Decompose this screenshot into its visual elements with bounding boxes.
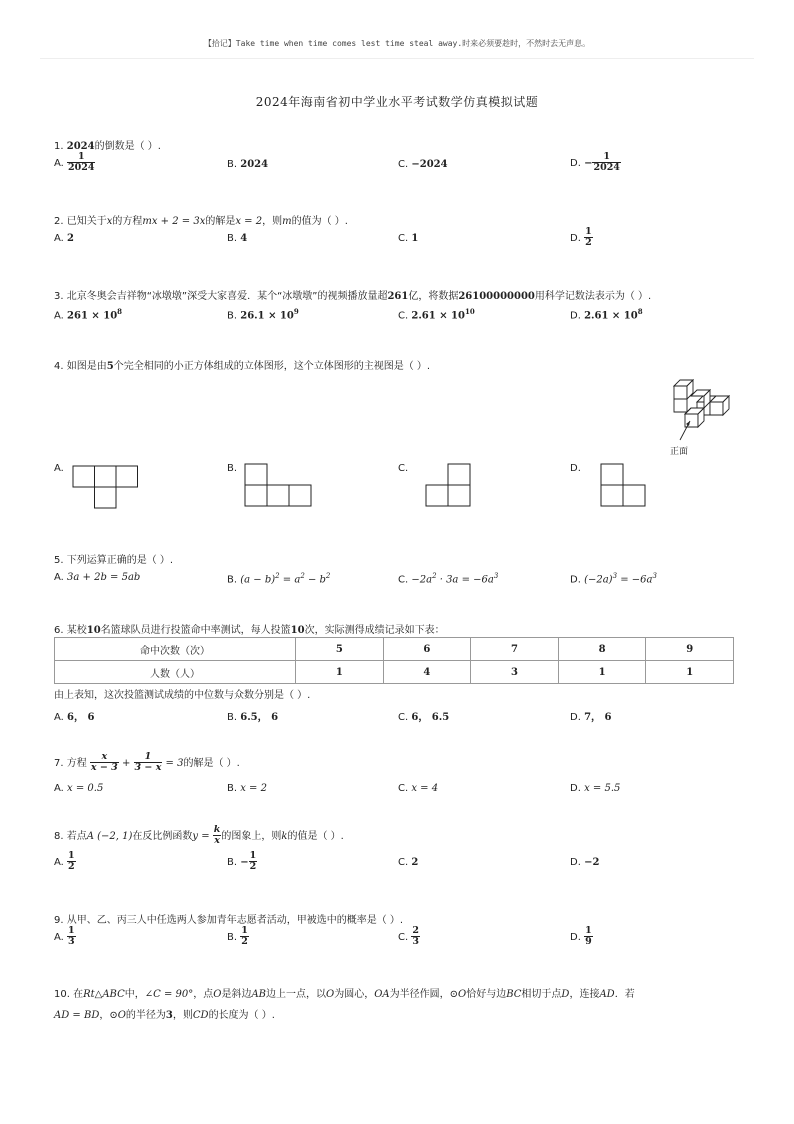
q10-text: ， (99, 1010, 110, 1021)
numerator: 1 (67, 152, 95, 163)
exponent: 3 (493, 572, 499, 580)
sign: − (240, 856, 249, 868)
q4-option-d-label[interactable]: D. (570, 463, 581, 474)
option-value: 26.1 × 10 (240, 310, 294, 322)
question-2-stem (54, 212, 348, 227)
q10-math: ⊙O (109, 1010, 126, 1021)
q3-option-a[interactable] (54, 307, 122, 321)
table-cell: 1 (296, 661, 384, 684)
exponent: 8 (117, 307, 123, 316)
denominator: 3 − x (134, 762, 162, 774)
q7-option-a[interactable] (54, 783, 103, 794)
q8-var: k (281, 830, 288, 842)
option-label: B. (227, 931, 238, 943)
numerator: k (213, 824, 221, 835)
table-cell: 4 (383, 661, 471, 684)
cube-face (674, 399, 687, 412)
option-value: 6.5， 6 (240, 712, 279, 723)
q7-option-d[interactable] (570, 783, 620, 794)
option-value: x = 5.5 (584, 783, 621, 794)
q10-math: D (561, 989, 570, 1000)
option-label: A. (54, 572, 64, 583)
square (245, 464, 267, 485)
q10-math: BC (506, 989, 522, 1000)
q10-math: ⊙O (449, 989, 467, 1000)
option-label: D. (570, 157, 581, 169)
option-label: D. (570, 857, 581, 868)
option-label: C. (398, 931, 409, 943)
numerator: 1 (592, 152, 620, 163)
q4-number: 5 (106, 361, 114, 372)
numerator: 1 (68, 850, 75, 861)
table-cell: 6 (383, 638, 471, 661)
q8-text: 在反比例函数 (132, 830, 193, 842)
option-label: D. (570, 783, 581, 794)
option-label: A. (54, 783, 64, 794)
q3-text: 用科学记数法表示为（ ）. (534, 291, 652, 302)
q8-option-c[interactable] (398, 857, 418, 868)
numerator: 1 (249, 850, 257, 861)
exponent: 2 (275, 572, 280, 580)
cube-face (685, 414, 698, 427)
square (623, 485, 645, 506)
denominator: 9 (585, 936, 592, 948)
table-cell: 1 (646, 661, 734, 684)
table-cell: 5 (296, 638, 384, 661)
q10-text: 恰好与边 (466, 989, 507, 1000)
square (601, 485, 623, 506)
numerator: 1 (585, 226, 592, 237)
fraction (134, 752, 163, 774)
q6-number: 10 (86, 625, 101, 636)
q2-equation: mx + 2 = 3x (142, 216, 206, 227)
option-value: 2024 (240, 159, 269, 170)
q7-text: 7. 方程 (54, 757, 90, 769)
option-label: B. (227, 159, 238, 170)
fraction (240, 926, 249, 948)
option-value: 6， 6 (67, 712, 95, 723)
option-value: 1 (411, 233, 419, 244)
q10-text: 10. 在 (54, 989, 84, 1000)
fraction (67, 926, 76, 948)
fraction (67, 851, 76, 873)
q4-option-c-figure[interactable] (425, 463, 473, 509)
q4-option-a-figure[interactable] (72, 465, 140, 511)
square (95, 487, 117, 508)
square (426, 485, 448, 506)
question-3-stem (54, 287, 651, 302)
fraction (584, 926, 593, 948)
exponent: 9 (293, 307, 299, 316)
page-header: 【拾记】Take time when time comes lest time steal away.时来必须要趁时，不然时去无声息。 (203, 39, 591, 48)
q2-option-a[interactable] (54, 233, 74, 244)
denominator: x (214, 835, 220, 847)
question-1-stem (54, 137, 161, 152)
denominator: 2 (241, 936, 248, 948)
q1-text: 的倒数是（ ）. (94, 141, 161, 152)
q2-var: x (106, 216, 113, 227)
q3-text: 亿，将数据 (408, 291, 459, 302)
q6-data-table (54, 637, 734, 684)
option-label: A. (54, 712, 64, 723)
q10-math: Rt△ABC (83, 989, 125, 1000)
q4-option-b-figure[interactable] (244, 463, 314, 509)
fraction (592, 152, 620, 174)
header-divider (40, 58, 754, 59)
cube-face (710, 402, 723, 415)
option-value: −2 (584, 857, 600, 868)
q2-solution: x = 2 (235, 216, 263, 227)
option-label: D. (570, 712, 581, 723)
q6-text: 次，实际测得成绩记录如下表： (304, 625, 445, 636)
row-header: 命中次数（次） (55, 638, 296, 661)
q6-option-a[interactable] (54, 708, 94, 723)
q10-math: ∠C = 90° (144, 989, 194, 1000)
q10-math: CD (192, 1010, 209, 1021)
q5-option-b[interactable] (227, 572, 330, 585)
option-label: A. (54, 233, 64, 244)
option-value: 2 (67, 233, 74, 244)
square (267, 485, 289, 506)
q10-text: 边上一点，以 (266, 989, 327, 1000)
option-value: = a (279, 574, 301, 586)
option-value: (−2a) (584, 574, 613, 586)
q10-text: ，连接 (569, 989, 600, 1000)
exponent: 3 (652, 572, 657, 580)
q10-math: O (213, 989, 222, 1000)
option-label: D. (570, 310, 581, 322)
option-value: x = 0.5 (67, 783, 104, 794)
fraction (67, 152, 95, 174)
denominator: 2 (68, 861, 75, 873)
square (245, 485, 267, 506)
option-label: D. (570, 232, 581, 244)
q2-text: 的解是 (205, 216, 236, 227)
denominator: 2024 (593, 162, 620, 174)
cube-face (674, 386, 687, 399)
q10-math: AD (599, 989, 615, 1000)
q2-var: m (282, 216, 292, 227)
q4-option-c-label[interactable]: C. (398, 463, 409, 474)
q3-option-d[interactable] (570, 307, 643, 321)
fraction (411, 926, 420, 948)
q6-text: 6. 某校 (54, 625, 87, 636)
q9-option-a[interactable] (54, 926, 76, 948)
question-10-stem-line1 (54, 985, 635, 1000)
denominator: 3 (68, 936, 75, 948)
option-value: 4 (240, 233, 248, 244)
numerator: x (90, 752, 119, 763)
question-8-stem (54, 825, 344, 847)
q4-text: 个完全相同的小正方体组成的立体图形，这个立体图形的主视图是（ ）. (113, 361, 431, 372)
square (601, 464, 623, 485)
page-title: 2024年海南省初中学业水平考试数学仿真模拟试题 (255, 95, 539, 109)
q10-math: O (326, 989, 335, 1000)
question-7-stem (54, 752, 240, 774)
option-value: 7， 6 (584, 712, 612, 723)
q9-option-d[interactable] (570, 926, 593, 948)
q1-option-a[interactable] (54, 152, 95, 174)
q5-option-d[interactable] (570, 572, 657, 585)
option-label: B. (227, 856, 238, 868)
q10-math: AB (251, 989, 267, 1000)
exponent: 2 (325, 572, 331, 580)
square (95, 466, 117, 487)
numerator: 1 (134, 752, 163, 763)
q5-option-a[interactable] (54, 572, 140, 583)
option-label: A. (54, 157, 64, 169)
q1-option-c[interactable] (398, 159, 448, 170)
numerator: 1 (585, 925, 592, 936)
table-row (55, 638, 734, 661)
front-label: 正面 (670, 447, 689, 457)
q8-option-b[interactable] (227, 851, 257, 873)
denominator: 2 (249, 861, 257, 873)
q2-text: 的值为（ ）. (291, 216, 348, 227)
q1-option-b[interactable] (227, 159, 268, 170)
question-9-stem: 9. 从甲、乙、丙三人中任选两人参加青年志愿者活动，甲被选中的概率是（ ）. (54, 915, 404, 926)
option-label: A. (54, 856, 64, 868)
q10-text: 为半径作圆， (389, 989, 450, 1000)
option-value: −2024 (411, 159, 448, 170)
question-5-stem: 5. 下列运算正确的是（ ）. (54, 555, 174, 566)
q9-option-b[interactable] (227, 926, 249, 948)
q8-option-a[interactable] (54, 851, 76, 873)
table-cell: 3 (471, 661, 559, 684)
row-header: 人数（人） (55, 661, 296, 684)
q10-text: ，点 (193, 989, 214, 1000)
option-label: B. (227, 310, 238, 322)
table-row (55, 661, 734, 684)
option-value: 6， 6.5 (411, 712, 450, 723)
exponent: 10 (464, 307, 475, 316)
q1-number: 2024 (66, 141, 95, 152)
q2-option-d[interactable] (570, 227, 593, 249)
option-label: A. (54, 931, 64, 943)
square (73, 466, 95, 487)
q2-text: 2. 已知关于 (54, 216, 107, 227)
exponent: 3 (612, 572, 618, 580)
denominator: 2024 (68, 162, 95, 174)
q4-option-d-figure[interactable] (600, 463, 648, 509)
q3-option-b[interactable] (227, 307, 299, 321)
q8-point: A (−2, 1) (86, 830, 133, 842)
q6-follow-up: 由上表知，这次投篮测试成绩的中位数与众数分别是（ ）. (54, 690, 311, 701)
q10-text: 是斜边 (221, 989, 252, 1000)
option-value: 2.61 × 10 (411, 310, 465, 322)
q10-number: 3 (165, 1010, 173, 1021)
option-label: D. (570, 574, 581, 586)
denominator: 2 (585, 237, 592, 249)
exponent: 2 (432, 572, 437, 580)
q6-number: 10 (290, 625, 305, 636)
q2-text: 的方程 (112, 216, 143, 227)
option-value: (a − b) (240, 574, 276, 586)
table-cell: 9 (646, 638, 734, 661)
option-label: C. (398, 159, 409, 170)
option-label: A. (54, 310, 64, 322)
option-value: −2a (411, 574, 433, 586)
q8-text: 8. 若点 (54, 830, 87, 842)
q10-text: 中， (124, 989, 145, 1000)
q8-text: 的值是（ ）. (287, 830, 344, 842)
numerator: 1 (241, 925, 248, 936)
q6-option-d[interactable] (570, 708, 611, 723)
q1-text: 1. (54, 141, 67, 152)
option-value: 3a + 2b = 5ab (67, 572, 141, 583)
q10-text: 的长度为（ ）. (208, 1010, 275, 1021)
table-cell: 7 (471, 638, 559, 661)
numerator: 2 (412, 925, 419, 936)
q10-text: 为圆心， (334, 989, 375, 1000)
q3-number: 26100000000 (458, 291, 535, 302)
option-label: C. (398, 233, 409, 244)
q2-text: ，则 (262, 216, 283, 227)
square (289, 485, 311, 506)
option-label: C. (398, 783, 409, 794)
q4-text: 4. 如图是由 (54, 361, 107, 372)
option-value: = −6a (617, 574, 653, 586)
option-label: B. (227, 712, 238, 723)
option-label: D. (570, 931, 581, 943)
denominator: 3 (412, 936, 419, 948)
q10-text: 的半径为 (125, 1010, 166, 1021)
fraction (90, 752, 119, 774)
q3-option-c[interactable] (398, 307, 475, 321)
q3-text: 3. 北京冬奥会吉祥物“冰墩墩”深受大家喜爱．某个“冰墩墩”的视频播放量超 (54, 291, 388, 302)
q5-option-c[interactable] (398, 572, 498, 585)
table-cell: 8 (558, 638, 646, 661)
q7-option-b[interactable] (227, 783, 267, 794)
q2-option-b[interactable] (227, 233, 247, 244)
q4-option-a-label[interactable]: A. (54, 463, 64, 474)
option-label: C. (398, 310, 409, 322)
q10-text: ，则 (172, 1010, 193, 1021)
question-10-stem-line2 (54, 1006, 275, 1021)
q1-option-d[interactable] (570, 152, 621, 174)
option-value: 2 (411, 857, 419, 868)
q7-option-c[interactable] (398, 783, 438, 794)
q6-text: 名篮球队员进行投篮命中率测试，每人投篮 (100, 625, 291, 636)
option-label: C. (398, 712, 409, 723)
q9-option-c[interactable] (398, 926, 420, 948)
exponent: 8 (637, 307, 643, 316)
question-6-stem (54, 621, 445, 636)
numerator: 1 (68, 925, 75, 936)
option-label: B. (227, 233, 238, 244)
question-4-stem (54, 357, 430, 372)
q3-number: 261 (387, 291, 409, 302)
fraction (584, 227, 593, 249)
operator: + (118, 757, 134, 769)
q6-option-c[interactable] (398, 708, 449, 723)
exponent: 2 (300, 572, 305, 580)
option-label: C. (398, 857, 409, 868)
q2-option-c[interactable] (398, 233, 418, 244)
q4-option-b-label[interactable]: B. (227, 463, 238, 474)
fraction (249, 851, 258, 873)
q10-math: AD = BD (54, 1010, 100, 1021)
option-label: B. (227, 574, 238, 586)
square (448, 464, 470, 485)
q7-text: 的解是（ ）. (183, 757, 240, 769)
q6-option-b[interactable] (227, 708, 278, 723)
option-value: 261 × 10 (67, 310, 118, 322)
q8-option-d[interactable] (570, 857, 599, 868)
option-value: x = 4 (411, 783, 439, 794)
denominator: x − 3 (90, 762, 118, 774)
sign: − (584, 157, 593, 169)
q10-text: 相切于点 (521, 989, 562, 1000)
q8-function: y = (192, 830, 213, 842)
q7-equals: = 3 (162, 757, 184, 769)
option-value: x = 2 (240, 783, 267, 794)
option-value: 2.61 × 10 (584, 310, 638, 322)
option-label: C. (398, 574, 409, 586)
option-value: · 3a = −6a (436, 574, 494, 586)
table-cell: 1 (558, 661, 646, 684)
q10-math: OA (374, 989, 390, 1000)
q8-text: 的图象上，则 (221, 830, 282, 842)
option-value: − b (304, 574, 326, 586)
square (116, 466, 138, 487)
option-label: B. (227, 783, 238, 794)
square (448, 485, 470, 506)
q10-text: ．若 (614, 989, 635, 1000)
